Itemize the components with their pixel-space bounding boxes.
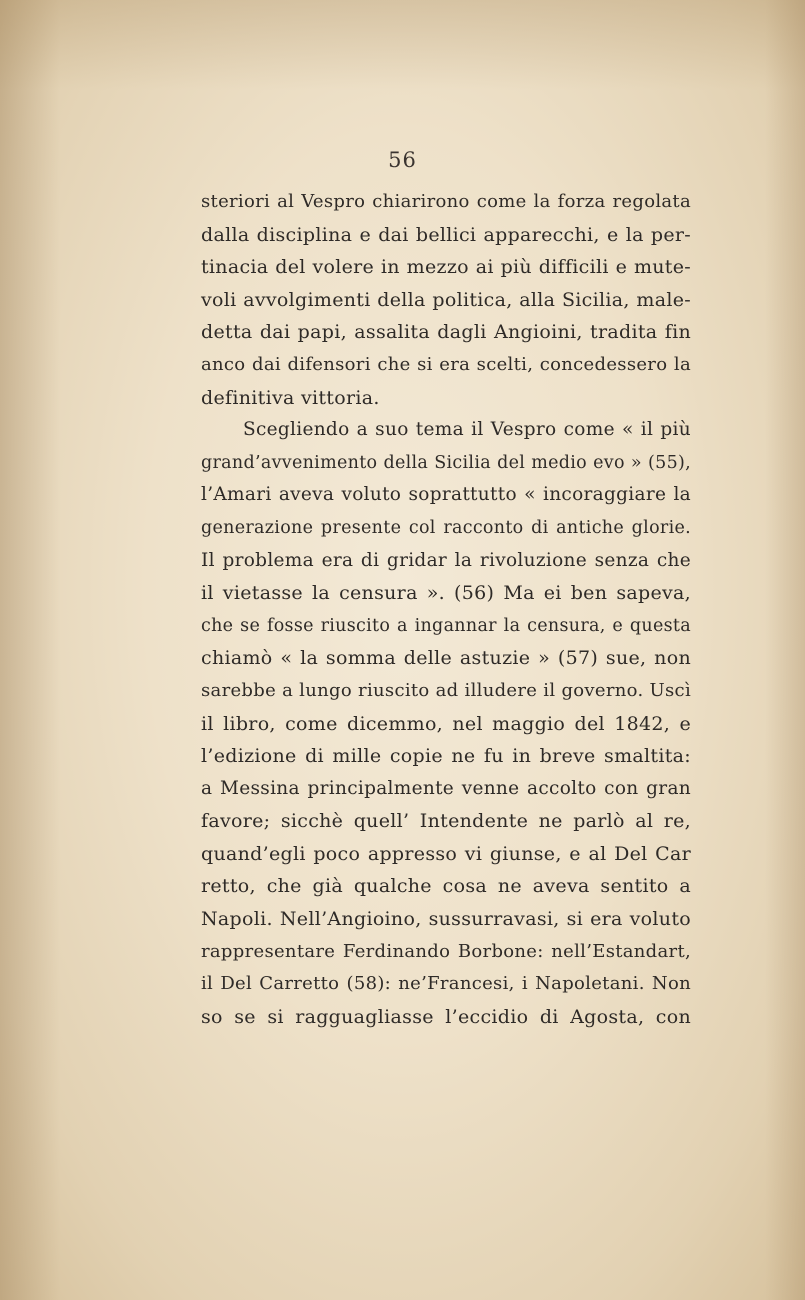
text-line: l’Amari aveva voluto soprattutto « incoraggiare la <box>201 484 691 506</box>
text-line: rappresentare Ferdinando Borbone: nell’Estandart, <box>201 940 691 962</box>
text-line: Il problema era di gridar la rivoluzione senza che <box>201 549 691 571</box>
text-line: il vietasse la censura ». (56) Ma ei ben sapeva, <box>201 582 691 605</box>
text-line: retto, che già qualche cosa ne aveva sentito a <box>201 875 691 898</box>
text-line: steriori al Vespro chiarirono come la forza regolata <box>201 191 691 212</box>
text-line: favore; sicchè quell’ Intendente ne parlò al re, <box>201 810 691 833</box>
text-line: anco dai difensori che si era scelti, concedessero la <box>201 353 691 375</box>
text-line: definitiva vittoria. <box>201 386 380 409</box>
text-line: detta dai papi, assalita dagli Angioini, tradita fin <box>201 321 691 344</box>
text-line: l’edizione di mille copie ne fu in breve smaltita: <box>201 745 691 768</box>
page-number: 56 <box>388 148 417 172</box>
text-line: tinacia del volere in mezzo ai più difficili e mute- <box>201 256 691 279</box>
page-shading <box>0 0 805 90</box>
text-line: il Del Carretto (58): ne’Francesi, i Napoletani. Non <box>201 973 691 995</box>
text-line: so se si ragguagliasse l’eccidio di Agosta, con <box>201 1005 691 1028</box>
text-line: a Messina principalmente venne accolto con gran <box>201 777 691 799</box>
text-line: voli avvolgimenti della politica, alla Sicilia, male- <box>201 288 691 311</box>
text-line: chiamò « la somma delle astuzie » (57) sue, non <box>201 647 691 670</box>
text-line: generazione presente col racconto di antiche glorie. <box>201 517 691 538</box>
paragraph-start-line: Scegliendo a suo tema il Vespro come « il più <box>243 419 691 441</box>
text-line: grand’avvenimento della Sicilia del medio evo » (55), <box>201 452 691 473</box>
text-line: dalla disciplina e dai bellici apparecchi, e la per- <box>201 223 691 246</box>
text-line: che se fosse riuscito a ingannar la censura, e questa <box>201 615 691 636</box>
text-line: quand’egli poco appresso vi giunse, e al Del Car <box>201 842 691 865</box>
text-line: Napoli. Nell’Angioino, sussurravasi, si era voluto <box>201 908 691 931</box>
text-line: sarebbe a lungo riuscito ad illudere il governo. Uscì <box>201 679 691 701</box>
text-line: il libro, come dicemmo, nel maggio del 1842, e <box>201 712 691 735</box>
body-text <box>201 186 691 1033</box>
